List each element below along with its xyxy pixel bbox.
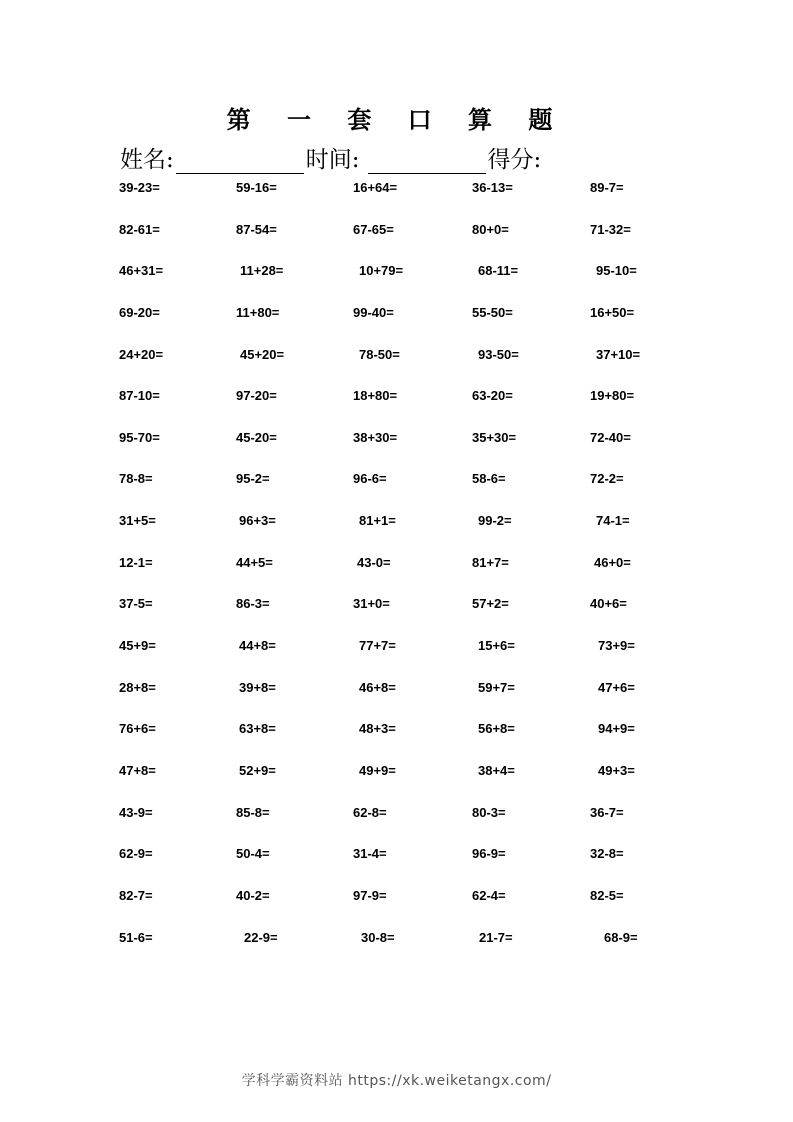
problem-item: 57+2= bbox=[472, 596, 509, 612]
problem-item: 51-6= bbox=[119, 929, 153, 945]
problem-item: 46+31= bbox=[119, 263, 164, 279]
problem-item: 37+10= bbox=[596, 346, 641, 362]
problem-row bbox=[0, 596, 793, 638]
problem-item: 56+8= bbox=[478, 721, 515, 737]
problem-item: 12-1= bbox=[119, 554, 153, 570]
problem-row bbox=[0, 222, 793, 264]
name-blank bbox=[176, 147, 304, 174]
problem-item: 93-50= bbox=[478, 346, 519, 362]
problem-item: 46+0= bbox=[594, 554, 631, 570]
problem-row bbox=[0, 930, 793, 972]
problem-item: 11+80= bbox=[236, 304, 280, 320]
problem-item: 99-40= bbox=[353, 304, 394, 320]
problem-row bbox=[0, 347, 793, 389]
problem-item: 45+9= bbox=[119, 638, 156, 654]
problem-item: 74-1= bbox=[596, 513, 630, 529]
problem-item: 63-20= bbox=[472, 388, 513, 404]
problem-item: 10+79= bbox=[359, 263, 404, 279]
problem-item: 36-13= bbox=[472, 180, 513, 195]
problem-item: 37-5= bbox=[119, 596, 153, 612]
problem-item: 50-4= bbox=[236, 846, 270, 862]
problem-item: 48+3= bbox=[359, 721, 396, 737]
problem-item: 80+0= bbox=[472, 221, 509, 237]
problem-row bbox=[0, 721, 793, 763]
name-label: 姓名: bbox=[120, 147, 174, 173]
problem-item: 96+3= bbox=[239, 513, 276, 529]
problem-item: 78-50= bbox=[359, 346, 400, 362]
problem-item: 49+3= bbox=[598, 762, 635, 778]
problem-item: 94+9= bbox=[598, 721, 635, 737]
problem-item: 80-3= bbox=[472, 804, 506, 820]
problem-item: 63+8= bbox=[239, 721, 276, 737]
problem-row bbox=[0, 846, 793, 888]
problem-item: 69-20= bbox=[119, 304, 160, 320]
problem-item: 31-4= bbox=[353, 846, 387, 862]
problem-item: 35+30= bbox=[472, 429, 517, 445]
problem-item: 16+50= bbox=[590, 304, 635, 320]
problem-row bbox=[0, 805, 793, 847]
problem-grid bbox=[0, 180, 793, 971]
problem-row bbox=[0, 763, 793, 805]
problem-item: 78-8= bbox=[119, 471, 153, 487]
problem-item: 81+1= bbox=[359, 513, 396, 529]
problem-item: 16+64= bbox=[353, 180, 398, 195]
problem-item: 87-10= bbox=[119, 388, 160, 404]
problem-item: 82-61= bbox=[119, 221, 160, 237]
time-blank bbox=[368, 147, 486, 174]
problem-row bbox=[0, 471, 793, 513]
problem-item: 62-4= bbox=[472, 887, 506, 903]
worksheet-title: 第 一 套 口 算 题 bbox=[226, 105, 567, 134]
problem-item: 68-9= bbox=[604, 929, 638, 945]
problem-item: 45+20= bbox=[240, 346, 285, 362]
problem-item: 38+4= bbox=[478, 762, 515, 778]
problem-item: 15+6= bbox=[478, 638, 515, 654]
time-label: 时间: bbox=[305, 147, 360, 173]
problem-row bbox=[0, 680, 793, 722]
problem-item: 95-10= bbox=[596, 263, 637, 279]
problem-item: 31+0= bbox=[353, 596, 390, 612]
problem-item: 59+7= bbox=[478, 679, 515, 695]
problem-item: 21-7= bbox=[479, 929, 513, 945]
problem-item: 95-2= bbox=[236, 471, 270, 487]
problem-item: 38+30= bbox=[353, 429, 398, 445]
problem-item: 39-23= bbox=[119, 180, 160, 195]
problem-item: 19+80= bbox=[590, 388, 635, 404]
problem-item: 96-9= bbox=[472, 846, 506, 862]
student-info-line bbox=[120, 142, 541, 174]
problem-item: 43-9= bbox=[119, 804, 153, 820]
problem-item: 47+8= bbox=[119, 762, 156, 778]
problem-item: 47+6= bbox=[598, 679, 635, 695]
problem-item: 24+20= bbox=[119, 346, 164, 362]
problem-item: 43-0= bbox=[357, 554, 391, 570]
problem-item: 71-32= bbox=[590, 221, 631, 237]
problem-item: 82-7= bbox=[119, 887, 153, 903]
problem-item: 18+80= bbox=[353, 388, 398, 404]
problem-item: 72-40= bbox=[590, 429, 631, 445]
problem-item: 68-11= bbox=[478, 263, 519, 279]
problem-item: 22-9= bbox=[244, 929, 278, 945]
problem-item: 96-6= bbox=[353, 471, 387, 487]
problem-row bbox=[0, 513, 793, 555]
problem-item: 85-8= bbox=[236, 804, 270, 820]
problem-row bbox=[0, 180, 793, 222]
problem-item: 49+9= bbox=[359, 762, 396, 778]
problem-item: 58-6= bbox=[472, 471, 506, 487]
problem-item: 40+6= bbox=[590, 596, 627, 612]
problem-row bbox=[0, 555, 793, 597]
problem-item: 40-2= bbox=[236, 887, 270, 903]
problem-item: 44+8= bbox=[239, 638, 276, 654]
problem-item: 28+8= bbox=[119, 679, 156, 695]
problem-item: 11+28= bbox=[240, 263, 284, 279]
problem-item: 36-7= bbox=[590, 804, 624, 820]
problem-item: 99-2= bbox=[478, 513, 512, 529]
problem-item: 62-8= bbox=[353, 804, 387, 820]
problem-row bbox=[0, 263, 793, 305]
problem-item: 82-5= bbox=[590, 887, 624, 903]
problem-row bbox=[0, 430, 793, 472]
problem-item: 30-8= bbox=[361, 929, 395, 945]
score-label: 得分: bbox=[487, 147, 542, 173]
problem-item: 39+8= bbox=[239, 679, 276, 695]
problem-item: 72-2= bbox=[590, 471, 624, 487]
problem-row bbox=[0, 888, 793, 930]
problem-item: 31+5= bbox=[119, 513, 156, 529]
problem-item: 46+8= bbox=[359, 679, 396, 695]
problem-item: 81+7= bbox=[472, 554, 509, 570]
problem-item: 97-20= bbox=[236, 388, 277, 404]
problem-row bbox=[0, 305, 793, 347]
problem-item: 59-16= bbox=[236, 180, 277, 195]
problem-item: 44+5= bbox=[236, 554, 273, 570]
problem-item: 73+9= bbox=[598, 638, 635, 654]
problem-item: 52+9= bbox=[239, 762, 276, 778]
problem-item: 77+7= bbox=[359, 638, 396, 654]
problem-item: 62-9= bbox=[119, 846, 153, 862]
problem-row bbox=[0, 638, 793, 680]
problem-row bbox=[0, 388, 793, 430]
problem-item: 87-54= bbox=[236, 221, 277, 237]
problem-item: 55-50= bbox=[472, 304, 513, 320]
problem-item: 67-65= bbox=[353, 221, 394, 237]
problem-item: 76+6= bbox=[119, 721, 156, 737]
problem-item: 97-9= bbox=[353, 887, 387, 903]
footer-watermark: 学科学霸资料站 https://xk.weiketangx.com/ bbox=[241, 1073, 552, 1089]
problem-item: 95-70= bbox=[119, 429, 160, 445]
problem-item: 45-20= bbox=[236, 429, 277, 445]
problem-item: 89-7= bbox=[590, 180, 624, 195]
problem-item: 32-8= bbox=[590, 846, 624, 862]
problem-item: 86-3= bbox=[236, 596, 270, 612]
